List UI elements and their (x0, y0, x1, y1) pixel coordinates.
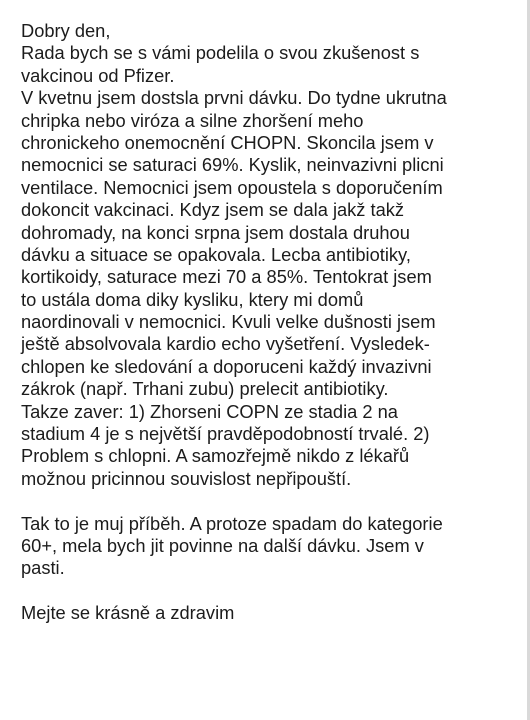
text-line: Mejte se krásně a zdravim (21, 602, 235, 624)
text-line: naordinovali v nemocnici. Kvuli velke dušnosti jsem (21, 311, 436, 333)
post-text (21, 20, 521, 625)
text-line: ještě absolvovala kardio echo vyšetření. Vysledek- (21, 333, 430, 355)
text-line: to ustála doma diky kysliku, ktery mi domů (21, 288, 364, 310)
text-line: Problem s chlopni. A samozřejmě nikdo z lékařů (21, 445, 410, 467)
text-line: chripka nebo viróza a silne zhoršení meho (21, 109, 364, 131)
text-line: V kvetnu jsem dostsla prvni dávku. Do tydne ukrutna (21, 87, 447, 109)
text-line: Rada bych se s vámi podelila o svou zkušenost s (21, 42, 420, 64)
text-line: ventilace. Nemocnici jsem opoustela s doporučením (21, 176, 443, 198)
text-line: stadium 4 je s největší pravděpodobností trvalé. 2) (21, 423, 430, 445)
text-line: dohromady, na konci srpna jsem dostala druhou (21, 221, 410, 243)
paragraph-gap (21, 580, 521, 602)
text-line: dávku a situace se opakovala. Lecba antibiotiky, (21, 243, 411, 265)
text-line: Tak to je muj příběh. A protoze spadam do kategorie (21, 512, 443, 534)
text-line: vakcinou od Pfizer. (21, 64, 175, 86)
text-line: Dobry den, (21, 20, 111, 41)
text-line: zákrok (např. Trhani zubu) prelecit antibiotiky. (21, 378, 389, 400)
text-line: chronickeho onemocnění CHOPN. Skoncila jsem v (21, 131, 434, 153)
text-line: pasti. (21, 557, 65, 579)
text-line: nemocnici se saturaci 69%. Kyslik, neinvazivni plicni (21, 154, 444, 176)
text-line: dokoncit vakcinaci. Kdyz jsem se dala jakž takž (21, 199, 405, 221)
text-line: kortikoidy, saturace mezi 70 a 85%. Tentokrat jsem (21, 266, 432, 288)
text-line: 60+, mela bych jit povinne na další dávku. Jsem v (21, 534, 424, 556)
text-line: Takze zaver: 1) Zhorseni COPN ze stadia 2 na (21, 400, 398, 422)
text-line: chlopen ke sledování a doporuceni každý invazivni (21, 355, 432, 377)
text-line: možnou pricinnou souvislost nepřipouští. (21, 467, 352, 489)
paragraph-gap (21, 490, 521, 512)
